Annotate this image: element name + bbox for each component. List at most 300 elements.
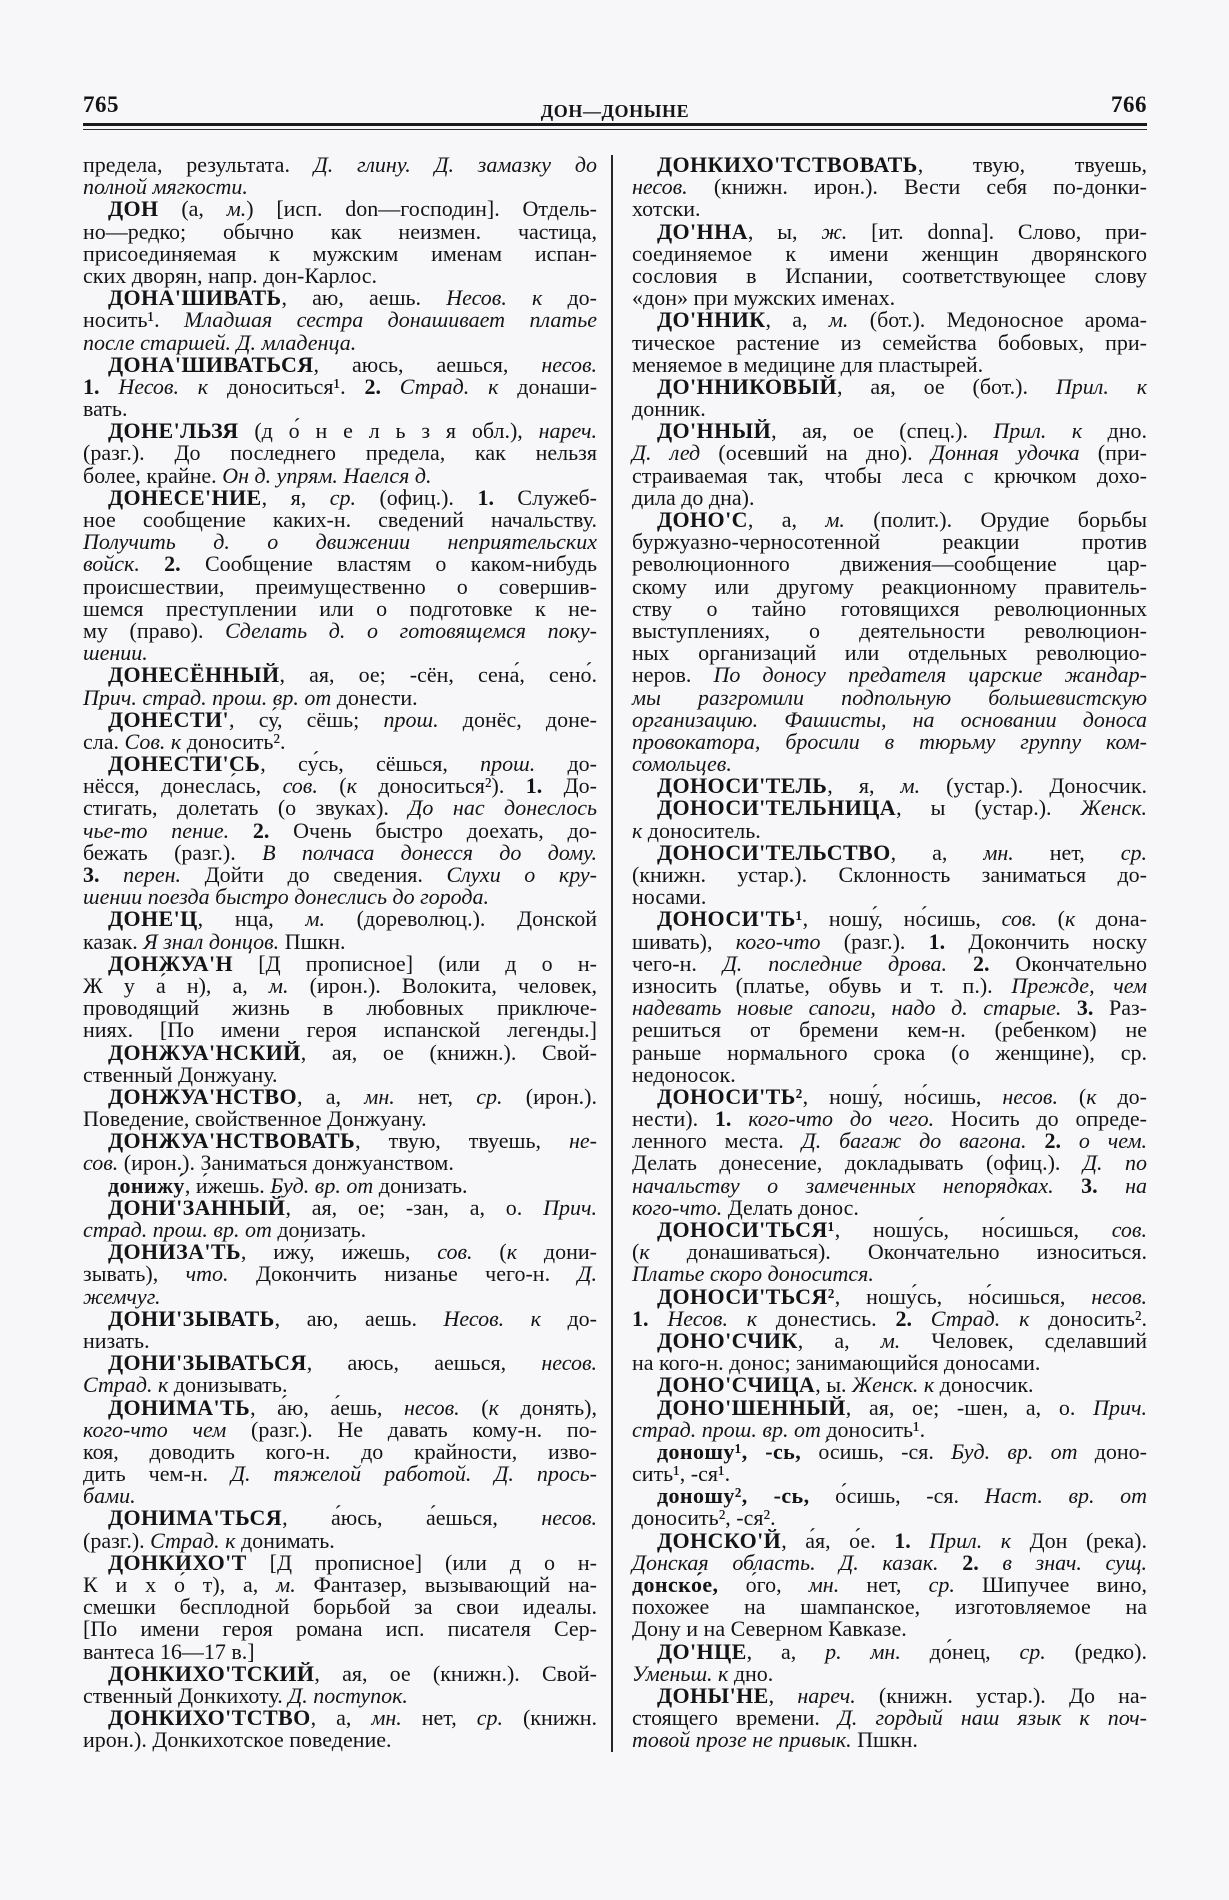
- italic-text: Страд. к: [399, 373, 499, 399]
- definition-text: до-: [542, 285, 598, 311]
- italic-text: По доносу предателя царские жандар-: [713, 662, 1147, 688]
- definition-text: (разг.).: [820, 928, 929, 954]
- definition-text: Сообщение властям о каком-нибудь: [180, 551, 597, 577]
- dictionary-entry: [83, 908, 597, 952]
- headword: ДОНКИХО'ТСТВОВАТЬ: [657, 152, 918, 177]
- definition-text: меняемое в медицине для пластырей.: [632, 351, 984, 377]
- definition-text: До-: [542, 773, 597, 799]
- entry-line: [632, 309, 1147, 331]
- dictionary-entry: [632, 1682, 1147, 1753]
- sense-number: 1.: [714, 1106, 732, 1132]
- dictionary-entry: [83, 1707, 597, 1751]
- sense-number: 3.: [1081, 1172, 1098, 1198]
- entry-line: [83, 950, 597, 976]
- italic-text: Прил. к: [993, 418, 1083, 444]
- dictionary-entry: [632, 1394, 1147, 1442]
- headword: ДОНСКО'Й: [657, 1527, 782, 1553]
- definition-text: Делать донос.: [722, 1194, 859, 1220]
- definition-text: , аю, аешь.: [281, 285, 447, 311]
- definition-text: донестись.: [757, 1305, 896, 1331]
- entry-line: [632, 1485, 1147, 1507]
- definition-text: дила до дна).: [632, 484, 755, 510]
- entry-line: [83, 1172, 597, 1198]
- italic-text: ср.: [928, 1572, 955, 1597]
- definition-text: (: [1057, 1083, 1087, 1109]
- definition-text: неров.: [632, 662, 714, 688]
- italic-text: сов.: [83, 1150, 119, 1176]
- italic-text: Прил. к: [1055, 373, 1147, 399]
- definition-text: , ношу́сь, но́сишься,: [834, 1217, 1112, 1242]
- entry-line: [632, 817, 1147, 843]
- italic-text: несов.: [1002, 1083, 1058, 1109]
- headword: ДОН: [108, 196, 159, 222]
- definition-text: му (право).: [83, 617, 226, 643]
- italic-text: страд. прош. вр. от: [632, 1416, 821, 1442]
- definition-text: , ая, ое; -сён, сена́, сено́.: [279, 662, 597, 688]
- entry-line: [83, 1352, 597, 1374]
- entry-line: [632, 595, 1147, 621]
- definition-text: ное сообщение каких-н. сведений начальству.: [83, 507, 597, 532]
- definition-text: , твую, твуешь,: [917, 152, 1147, 177]
- italic-text: м.: [880, 1327, 901, 1353]
- definition-text: доносчик.: [934, 1372, 1034, 1398]
- italic-text: несов.: [1091, 1283, 1147, 1309]
- headword: доношу², -сь,: [657, 1483, 810, 1509]
- definition-text: сить¹, -ся¹.: [632, 1461, 731, 1487]
- entry-line: [632, 484, 1147, 510]
- headword: ДОНЖУА'НСТВОВАТЬ: [108, 1128, 356, 1154]
- definition-text: , я,: [261, 484, 330, 510]
- italic-text: начальству о замеченных непорядках.: [632, 1172, 1054, 1198]
- definition-text: буржуазно-черносотенной реакции против: [632, 529, 1147, 555]
- entry-line: [83, 1061, 597, 1087]
- dictionary-entry: [632, 775, 1147, 797]
- definition-text: дона-: [1075, 906, 1147, 932]
- definition-text: (: [459, 1394, 489, 1420]
- definition-text: до-: [535, 751, 597, 777]
- italic-text: войск.: [83, 551, 140, 577]
- entry-line: [632, 262, 1147, 288]
- entry-line: [83, 1394, 597, 1420]
- entry-line: [83, 1283, 597, 1309]
- definition-text: , а,: [746, 1638, 826, 1664]
- definition-text: , ы.: [815, 1372, 852, 1398]
- italic-text: Уменьш. к: [632, 1660, 729, 1686]
- definition-text: , а,: [747, 507, 826, 532]
- italic-text: Младшая сестра донашивает платье: [184, 307, 597, 333]
- dictionary-entry: [83, 706, 597, 754]
- entry-line: [83, 351, 597, 377]
- italic-text: мн.: [983, 839, 1014, 865]
- italic-text: в знач. сущ.: [1002, 1549, 1148, 1575]
- definition-text: донизать.: [271, 1217, 367, 1242]
- italic-text: надевать новые сапоги, надо д. старые.: [632, 995, 1062, 1021]
- entry-line: [632, 1263, 1147, 1285]
- entry-line: [632, 1660, 1147, 1686]
- entry-line: [632, 1130, 1147, 1152]
- definition-text: нет,: [839, 1572, 929, 1597]
- italic-text: Сов. к: [124, 728, 182, 754]
- headword: ДОНО'СЧИК: [657, 1327, 798, 1353]
- italic-text: сов.: [1111, 1217, 1147, 1242]
- definition-text: носить¹.: [83, 307, 185, 333]
- entry-line: [632, 1019, 1147, 1041]
- headword: ДОНЖУА'Н: [108, 950, 234, 976]
- entry-line: [632, 509, 1147, 531]
- italic-text: о чем.: [1078, 1128, 1148, 1154]
- entry-line: [83, 908, 597, 930]
- italic-text: несов.: [404, 1394, 460, 1420]
- definition-text: Носить до опреде-: [934, 1106, 1147, 1132]
- sense-number: 1.: [525, 773, 543, 799]
- entry-line: [632, 664, 1147, 686]
- definition-text: смешки бесплодной борьбой за свои идеалы.: [83, 1594, 597, 1620]
- definition-text: Шипучее вино,: [954, 1572, 1147, 1597]
- definition-text: доно-: [1077, 1438, 1147, 1464]
- dictionary-entry: [632, 1283, 1148, 1331]
- dictionary-entry: [83, 664, 597, 708]
- italic-text: Женск. к: [851, 1372, 935, 1398]
- definition-text: , и́жешь.: [184, 1172, 271, 1198]
- dictionary-entry: [83, 1241, 597, 1308]
- entry-line: [83, 198, 597, 220]
- entry-line: [83, 1618, 597, 1640]
- entry-line: [632, 420, 1147, 442]
- entry-line: [83, 573, 597, 599]
- definition-text: (разг.). До последнего предела, как нельзя: [83, 440, 597, 466]
- entry-line: [83, 1130, 597, 1152]
- definition-text: (книжн. устар.). До на-: [855, 1682, 1147, 1708]
- definition-text: Докончить низанье чего-н.: [228, 1261, 578, 1287]
- definition-text: , а́юсь, а́ешься,: [282, 1505, 542, 1531]
- definition-text: донизывать.: [168, 1372, 288, 1398]
- italic-text: нареч.: [797, 1682, 856, 1708]
- italic-text: кого-что: [735, 928, 821, 954]
- column-divider: [611, 155, 613, 1752]
- italic-text: ср.: [476, 1083, 503, 1109]
- italic-text: что.: [185, 1261, 229, 1287]
- definition-text: о́го,: [718, 1572, 809, 1597]
- entry-line: [632, 839, 1147, 865]
- dictionary-entry: [632, 154, 1147, 221]
- entry-line: [632, 240, 1147, 266]
- definition-text: бежать (разг.).: [83, 839, 263, 865]
- entry-line: [83, 1660, 597, 1686]
- page-number-left: 765: [83, 92, 119, 117]
- sense-number: 2.: [252, 817, 270, 843]
- headword: ДО'ННА: [657, 218, 748, 244]
- entry-line: [83, 1485, 597, 1507]
- entry-line: [632, 198, 1147, 220]
- dictionary-entry: [83, 1352, 597, 1396]
- entry-line: [632, 1463, 1147, 1485]
- entry-line: [632, 684, 1147, 710]
- sense-number: 2.: [364, 373, 381, 399]
- definition-text: Ж у а́ н), а,: [83, 972, 269, 998]
- headword: доношу¹, -сь,: [657, 1438, 802, 1464]
- italic-text: Д. багаж до вагона.: [801, 1128, 1027, 1154]
- definition-text: Дону и на Северном Кавказе.: [632, 1616, 907, 1642]
- entry-line: [83, 839, 597, 865]
- entry-line: [83, 1263, 597, 1285]
- italic-text: Несов. к: [118, 373, 209, 399]
- italic-text: перен.: [123, 862, 182, 887]
- headword: ДО'ННИК: [657, 307, 766, 333]
- entry-line: [83, 373, 598, 399]
- headword: ДОНО'ШЕННЫЙ: [657, 1394, 846, 1420]
- sense-number: 1.: [632, 1305, 649, 1331]
- definition-text: недоносок.: [632, 1061, 736, 1087]
- italic-text: сомольцев.: [632, 751, 732, 777]
- italic-text: шении.: [83, 640, 148, 666]
- definition-text: (дореволюц.). Донской: [324, 906, 598, 932]
- definition-text: скому или другому реакционному правитель-: [632, 573, 1147, 599]
- headword: ДОНА'ШИВАТЬСЯ: [108, 351, 314, 377]
- dictionary-entry: [632, 218, 1147, 311]
- definition-text: низать.: [83, 1327, 150, 1353]
- headword: ДОНОСИ'ТЬСЯ²: [657, 1283, 835, 1309]
- definition-text: ственный Донкихоту.: [83, 1682, 289, 1708]
- entry-line: [632, 1549, 1148, 1575]
- headword: донско́е,: [632, 1572, 719, 1597]
- definition-text: донник.: [632, 396, 706, 422]
- italic-text: Д. глину. Д. замазку до: [313, 152, 597, 177]
- entry-line: [632, 329, 1147, 355]
- italic-text: ср.: [1019, 1638, 1046, 1664]
- entry-line: [83, 1039, 597, 1065]
- definition-text: шемся преступлении или о подготовке к не-: [83, 595, 597, 621]
- definition-text: Фантазер, вызывающий на-: [295, 1572, 598, 1597]
- definition-text: (книжн. ирон.). Вести себя по-донки-: [687, 174, 1147, 200]
- definition-text: до-: [540, 1305, 598, 1331]
- headword: ДО'НЦЕ: [657, 1638, 747, 1664]
- italic-text: к: [639, 1239, 650, 1265]
- italic-text: Буд. вр. от: [951, 1438, 1078, 1464]
- definition-text: решиться от бремени кем-н. (ребенком) не: [632, 1017, 1147, 1043]
- entry-line: [83, 1729, 597, 1751]
- definition-text: нет,: [1013, 839, 1121, 865]
- italic-text: Буд. вр. от: [270, 1172, 374, 1198]
- definition-text: , ая, ое (бот.).: [837, 373, 1056, 399]
- definition-text: ных организаций или отдельных революцио-: [632, 640, 1147, 666]
- definition-text: , а́ю, а́ешь,: [250, 1394, 404, 1420]
- entry-line: [83, 775, 597, 797]
- italic-text: жемчуг.: [83, 1283, 161, 1309]
- definition-text: стоящего времени.: [632, 1705, 838, 1731]
- italic-text: кого-что до чего.: [748, 1106, 935, 1132]
- definition-text: донашиваться). Окончательно износиться.: [649, 1239, 1147, 1265]
- entry-line: [83, 1638, 597, 1664]
- definition-text: ) [исп. don—господин]. Отдель-: [246, 196, 597, 222]
- entry-line: [83, 329, 597, 355]
- definition-text: стигать, долетать (о звуках).: [83, 795, 409, 821]
- entry-line: [632, 1194, 1147, 1220]
- column-left: [83, 154, 597, 1752]
- definition-text: , ы,: [747, 218, 822, 244]
- italic-text: Д. гордый наш язык к поч-: [837, 1705, 1147, 1731]
- definition-text: [ит. donna]. Слово, при-: [847, 218, 1147, 244]
- italic-text: к: [1064, 906, 1076, 932]
- definition-text: доноситься²).: [356, 773, 526, 799]
- italic-text: несов.: [541, 1505, 597, 1531]
- definition-text: Дойти до сведения.: [181, 862, 447, 887]
- definition-text: дно.: [728, 1660, 774, 1686]
- definition-text: , су́, сёшь;: [229, 706, 384, 732]
- entry-line: [83, 287, 597, 309]
- definition-text: (а,: [158, 196, 227, 222]
- sense-number: 1.: [83, 373, 100, 399]
- entry-line: [83, 1682, 597, 1708]
- italic-text: Страд. к: [150, 1527, 236, 1553]
- entry-line: [632, 1327, 1147, 1353]
- definition-text: , ая, ое; -шен, а, о.: [845, 1394, 1094, 1420]
- dictionary-entry: [632, 1527, 1148, 1642]
- definition-text: революционного движения—сообщение цар-: [632, 551, 1147, 577]
- headword: ДОНЕСТИ': [108, 706, 230, 732]
- definition-text: (устар.). Доносчик.: [920, 773, 1148, 799]
- definition-text: донять),: [498, 1394, 597, 1420]
- dictionary-entry: [632, 1374, 1147, 1396]
- headword: ДОНОСИ'ТЬ¹: [657, 906, 803, 932]
- entry-line: [632, 1438, 1147, 1464]
- definition-text: донимать.: [235, 1527, 335, 1553]
- definition-text: сла́.: [83, 728, 125, 754]
- definition-text: (ирон.). Заниматься донжуанством.: [118, 1150, 454, 1176]
- italic-text: Несов. к: [443, 1305, 541, 1331]
- definition-text: , ая, ое (книжн.). Свой-: [314, 1660, 597, 1686]
- entry-line: [632, 642, 1147, 664]
- dictionary-entry: [83, 484, 597, 666]
- definition-text: шивать),: [632, 928, 736, 954]
- dictionary-entry: [83, 1394, 597, 1509]
- entry-line: [83, 398, 597, 420]
- headword: ДОНОСИ'ТЕЛЬНИЦА: [657, 795, 897, 821]
- italic-text: организацию. Фашисты, на основании доноса: [632, 706, 1147, 732]
- italic-text: Сделать д. о готовящемся поку-: [225, 617, 597, 643]
- definition-text: (: [317, 773, 347, 799]
- definition-text: [1054, 1173, 1081, 1198]
- definition-text: ниях. [По имени героя испанской легенды.]: [83, 1017, 597, 1043]
- italic-text: к: [346, 773, 357, 799]
- header-rule-thick: [83, 123, 1147, 126]
- italic-text: Донная удочка: [930, 440, 1080, 466]
- italic-text: страд. прош. вр. от: [83, 1217, 272, 1242]
- sense-number: 2.: [962, 1549, 979, 1575]
- entry-line: [632, 775, 1147, 797]
- definition-text: Дон (река).: [1011, 1527, 1147, 1553]
- entry-line: [632, 398, 1147, 420]
- definition-text: (при-: [1079, 440, 1147, 466]
- definition-text: , ношу́, но́сишь,: [802, 1083, 1003, 1109]
- dictionary-entry: [83, 1083, 598, 1132]
- headword: ДОНИМА'ТЬ: [108, 1394, 251, 1420]
- italic-text: мн.: [808, 1572, 840, 1597]
- sense-number: 2.: [164, 551, 181, 577]
- dictionary-entry: [83, 1172, 597, 1198]
- italic-text: нареч.: [538, 418, 597, 444]
- italic-text: Несов. к: [667, 1305, 758, 1331]
- dictionary-entry: [83, 1039, 597, 1087]
- entry-line: [83, 1241, 597, 1263]
- italic-text: м.: [226, 196, 247, 222]
- italic-text: несов.: [541, 1350, 597, 1376]
- italic-text: Платье скоро доносится.: [632, 1261, 874, 1287]
- entry-line: [632, 1152, 1147, 1174]
- headword: ДО'ННИКОВЫЙ: [657, 373, 838, 399]
- sense-number: 2.: [1044, 1128, 1061, 1154]
- dictionary-entry: [83, 1507, 597, 1551]
- page-number-right: 766: [1111, 92, 1147, 117]
- definition-text: [По имени героя романа исп. писателя Сер-: [83, 1616, 597, 1642]
- definition-text: о́сишь, -ся.: [809, 1483, 985, 1509]
- entry-line: [83, 176, 597, 198]
- entry-line: [83, 484, 597, 510]
- definition-text: , ая, ое; -зан, а, о.: [285, 1194, 544, 1220]
- italic-text: прош.: [480, 751, 536, 777]
- italic-text: шении поезда быстро донеслись до города.: [83, 884, 490, 910]
- definition-text: выступлениях, о деятельности революцион-: [632, 617, 1147, 643]
- headword: ДОНКИХО'Т: [108, 1549, 247, 1575]
- entry-line: [632, 1352, 1147, 1374]
- italic-text: к: [1086, 1083, 1097, 1109]
- definition-text: нет,: [394, 1083, 477, 1109]
- entry-line: [83, 1374, 597, 1396]
- headword: ДОНО'С: [657, 507, 748, 532]
- definition-text: , а,: [297, 1083, 365, 1109]
- entry-line: [83, 1083, 598, 1109]
- italic-text: р. мн.: [825, 1638, 901, 1664]
- entry-line: [83, 240, 597, 266]
- entry-line: [83, 753, 597, 775]
- entry-line: [632, 928, 1147, 954]
- italic-text: не-: [568, 1128, 597, 1154]
- entry-line: [83, 1596, 597, 1618]
- entry-line: [83, 1463, 597, 1485]
- entry-line: [632, 617, 1147, 643]
- definition-text: , нца́,: [197, 906, 306, 932]
- definition-text: ирон.). Донкихотское поведение.: [83, 1727, 392, 1753]
- headword: ДО'ННЫЙ: [657, 418, 772, 444]
- definition-text: Раз-: [1093, 995, 1147, 1021]
- italic-text: Женск.: [1080, 795, 1147, 821]
- entry-line: [632, 351, 1147, 377]
- italic-text: Наст. вр. от: [984, 1483, 1147, 1509]
- definition-text: Служеб-: [493, 484, 597, 510]
- definition-text: но—редко; обычно как неизмен. частица,: [83, 218, 597, 244]
- entry-line: [632, 706, 1147, 732]
- headword: ДОНЖУА'НСКИЙ: [108, 1039, 301, 1065]
- dictionary-entry: [83, 420, 597, 487]
- definition-text: тическое растение из семейства бобовых, при-: [632, 329, 1147, 355]
- entry-line: [632, 753, 1147, 775]
- entry-line: [83, 154, 597, 176]
- definition-text: , а,: [310, 1705, 372, 1731]
- headword: ДОНА'ШИВАТЬ: [108, 285, 282, 311]
- definition-text: донизать.: [373, 1172, 468, 1198]
- italic-text: Несов. к: [446, 285, 543, 311]
- definition-text: (разг.).: [83, 1527, 151, 1553]
- dictionary-entry: [632, 908, 1147, 1086]
- definition-text: похожее на шампанское, изготовляемое на: [632, 1594, 1147, 1620]
- headword: ДОНКИХО'ТСКИЙ: [108, 1660, 315, 1686]
- entry-line: [83, 1108, 597, 1130]
- definition-text: Докончить носку: [945, 928, 1147, 954]
- entry-line: [83, 706, 597, 732]
- definition-text: вантеса 16—17 в.]: [83, 1638, 255, 1664]
- definition-text: Делать донесение, докладывать (офиц.).: [632, 1150, 1083, 1176]
- italic-text: Прич.: [543, 1194, 597, 1220]
- entry-line: [632, 1507, 1147, 1529]
